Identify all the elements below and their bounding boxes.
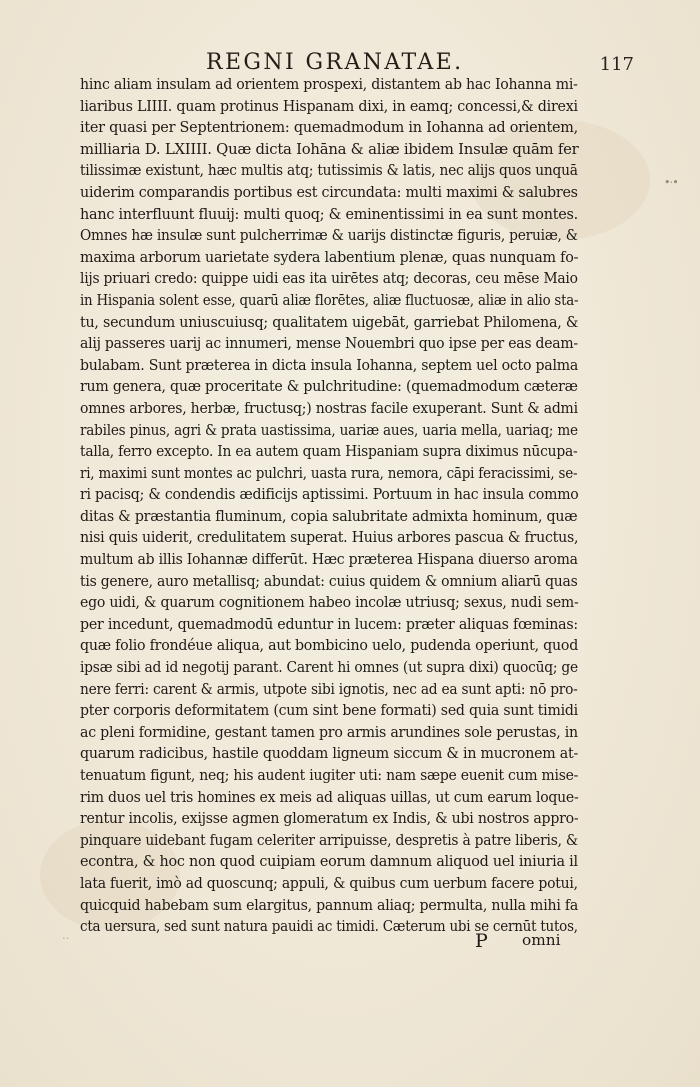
text-line: pinquare uidebant fugam celeriter arripuisse, despretis à patre liberis, &	[80, 830, 579, 849]
text-line: ipsæ sibi ad id negotij parant. Carent hi omnes (ut supra dixi) quocūq; ge	[80, 658, 578, 677]
text-line: talla, ferro excepto. In ea autem quam Hispaniam supra diximus nūcupa-	[80, 442, 578, 461]
text-line: nisi quis uiderit, credulitatem superat. Huius arbores pascua & fructus,	[80, 528, 579, 547]
text-line: tu, secundum uniuscuiusq; qualitatem uigebāt, garriebat Philomena, &	[80, 312, 579, 331]
margin-ink-mark: •⋅•	[664, 176, 678, 189]
text-line: lijs priuari credo: quippe uidi eas ita uirētes atq; decoras, ceu mēse Maio	[80, 269, 578, 288]
text-line: hanc interfluunt fluuij: multi quoq; & eminentissimi in ea sunt montes.	[80, 204, 578, 223]
text-line: quicquid habebam sum elargitus, pannum aliaq; permulta, nulla mihi fa	[80, 895, 579, 914]
text-line: rum genera, quæ proceritate & pulchritudine: (quemadmodum cæteræ	[80, 377, 578, 396]
text-line: ri pacisq; & condendis ædificijs aptissimi. Portuum in hac insula commo	[80, 485, 579, 504]
text-line: rim duos uel tris homines ex meis ad aliquas uillas, ut cum earum loque-	[80, 787, 579, 806]
text-line: iter quasi per Septentrionem: quemadmodum in Iohanna ad orientem,	[80, 118, 579, 137]
text-line: multum ab illis Iohannæ differūt. Hæc præterea Hispana diuerso aroma	[80, 550, 578, 569]
text-line: uiderim comparandis portibus est circundata: multi maximi & salubres	[80, 182, 578, 201]
text-line: cta uersura, sed sunt natura pauidi ac timidi. Cæterum ubi se cernūt tutos,	[80, 917, 578, 936]
text-line: alij passeres uarij ac innumeri, mense Nouembri quo ipse per eas deam-	[80, 334, 578, 353]
text-line: omnes arbores, herbæ, fructusq;) nostras facile exuperant. Sunt & admi	[80, 398, 578, 417]
signature-mark: P	[475, 930, 488, 952]
text-line: liaribus LIIII. quam protinus Hispanam dixi, in eamq; concessi,& direxi	[80, 96, 578, 115]
text-line: tenuatum figunt, neq; his audent iugiter uti: nam sæpe euenit cum mise-	[80, 766, 579, 784]
text-line: econtra, & hoc non quod cuipiam eorum damnum aliquod uel iniuria il	[80, 852, 578, 871]
page-footer	[80, 930, 578, 954]
text-line: ri, maximi sunt montes ac pulchri, uasta rura, nemora, cāpi feracissimi, se-	[80, 463, 578, 482]
text-line: quæ folio frondéue aliqua, aut bombicino uelo, pudenda operiunt, quod	[80, 636, 579, 655]
text-line: lata fuerit, imò ad quoscunq; appuli, & quibus cum uerbum facere potui,	[80, 873, 578, 892]
text-line: per incedunt, quemadmodū eduntur in lucem: præter aliquas fœminas:	[80, 614, 578, 633]
text-line: in Hispania solent esse, quarū aliæ florētes, aliæ fluctuosæ, aliæ in alio sta-	[80, 290, 579, 309]
text-line: ac pleni formidine, gestant tamen pro armis arundines sole perustas, in	[80, 722, 578, 741]
running-head: REGNI GRANATAE.	[206, 50, 464, 75]
text-line: tilissimæ existunt, hæc multis atq; tutissimis & latis, nec alijs quos unquā	[80, 161, 578, 180]
text-line: rentur incolis, exijsse agmen glomeratum ex Indis, & ubi nostros appro-	[80, 809, 579, 828]
text-line: Omnes hæ insulæ sunt pulcherrimæ & uarijs distinctæ figuris, peruiæ, &	[80, 226, 578, 245]
folio-number: 117	[599, 54, 634, 75]
text-line: maxima arborum uarietate sydera labentium plenæ, quas nunquam fo-	[80, 247, 579, 266]
text-line: nere ferri: carent & armis, utpote sibi ignotis, nec ad ea sunt apti: nō pro-	[80, 679, 578, 698]
text-line: hinc aliam insulam ad orientem prospexi, distantem ab hac Iohanna mi-	[80, 75, 578, 93]
text-line: ego uidi, & quarum cognitionem habeo incolæ utriusq; sexus, nudi sem-	[80, 593, 579, 612]
text-line: milliaria D. LXIIII. Quæ dicta Iohāna & aliæ ibidem Insulæ quām fer	[80, 139, 579, 158]
text-line: tis genere, auro metallisq; abundat: cuius quidem & omnium aliarū quas	[80, 571, 578, 590]
body-text	[80, 74, 578, 938]
catchword: omni	[522, 931, 561, 949]
text-line: ditas & præstantia fluminum, copia salubritate admixta hominum, quæ	[80, 506, 578, 525]
text-line: bulabam. Sunt præterea in dicta insula Iohanna, septem uel octo palma	[80, 355, 579, 374]
text-line: rabiles pinus, agri & prata uastissima, uariæ aues, uaria mella, uariaq; me	[80, 420, 578, 439]
text-line: quarum radicibus, hastile quoddam ligneum siccum & in mucronem at-	[80, 744, 579, 763]
text-line: pter corporis deformitatem (cum sint bene formati) sed quia sunt timidi	[80, 701, 578, 720]
foot-ink-mark: ⋅⋅	[62, 932, 70, 945]
